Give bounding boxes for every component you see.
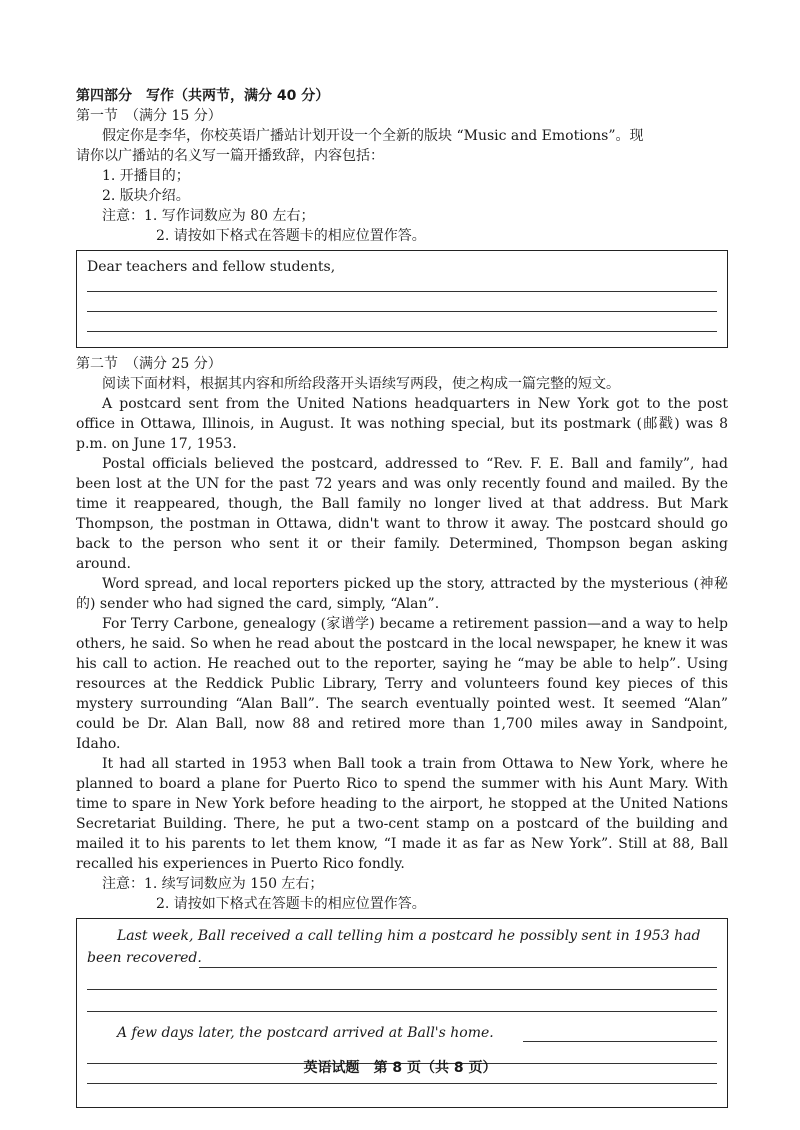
section2-note-1: 注意：1. 续写词数应为 150 左右； bbox=[102, 876, 324, 892]
answer-box-2[interactable] bbox=[76, 918, 728, 1108]
section1-note-2: 2. 请按如下格式在答题卡的相应位置作答。 bbox=[156, 228, 426, 244]
writing-line bbox=[87, 1011, 717, 1012]
exam-page bbox=[76, 86, 728, 1108]
paragraph-opener-2: A few days later, the postcard arrived at Ball's home. bbox=[117, 1025, 494, 1041]
writing-line bbox=[523, 1041, 717, 1042]
writing-line bbox=[199, 967, 717, 968]
passage-paragraph-2: Postal officials believed the postcard, addressed to “Rev. F. E. Ball and family”, had been lost at the UN for the past 72 years and was only recently found and mailed. By the time it reappeared, though, the Ball family no longer lived at that address. But Mark Thompson, the postman in Ottawa, didn't want to throw it away. The postcard should go back to the person who sent it or their family. Determined, Thompson began asking around. bbox=[76, 456, 728, 572]
section1-note-1: 注意：1. 写作词数应为 80 左右； bbox=[102, 208, 315, 224]
section1-point-1: 1. 开播目的； bbox=[102, 168, 190, 184]
writing-line bbox=[87, 1083, 717, 1084]
passage-paragraph-5: It had all started in 1953 when Ball took a train from Ottawa to New York, where he planned to board a plane for Puerto Rico to spend the summer with his Aunt Mary. With time to spare in New York before heading to the airport, he stopped at the United Nations Secretariat Building. There, he put a two-cent stamp on a postcard of the building and mailed it to his parents to let them know, “I made it as far as New York”. Still at 88, Ball recalled his experiences in Puerto Rico fondly. bbox=[76, 756, 728, 872]
section1-prompt-line2: 请你以广播站的名义写一篇开播致辞，内容包括： bbox=[76, 148, 384, 164]
writing-line bbox=[87, 331, 717, 332]
part-title: 第四部分 写作（共两节，满分 40 分） bbox=[76, 88, 330, 104]
paragraph-opener-1: Last week, Ball received a call telling him a postcard he possibly sent in 1953 had been recovered. bbox=[87, 928, 701, 966]
writing-line bbox=[87, 311, 717, 312]
passage-paragraph-3: Word spread, and local reporters picked up the story, attracted by the mysterious (神秘的) sender who had signed the card, simply, “Alan”. bbox=[76, 576, 728, 612]
section1-title: 第一节 （满分 15 分） bbox=[76, 108, 222, 124]
page-footer: 英语试题 第 8 页（共 8 页） bbox=[303, 1060, 497, 1076]
salutation: Dear teachers and fellow students, bbox=[87, 259, 336, 275]
section2-note-2: 2. 请按如下格式在答题卡的相应位置作答。 bbox=[156, 896, 426, 912]
passage-paragraph-1: A postcard sent from the United Nations headquarters in New York got to the post office in Ottawa, Illinois, in August. It was nothing special, but its postmark (邮戳) was 8 p.m. on June 17, 1953. bbox=[76, 396, 728, 452]
section1-point-2: 2. 版块介绍。 bbox=[102, 188, 190, 204]
section1-prompt-line1: 假定你是李华，你校英语广播站计划开设一个全新的版块 “Music and Emotions”。现 bbox=[102, 128, 644, 144]
section2-instruction: 阅读下面材料，根据其内容和所给段落开头语续写两段，使之构成一篇完整的短文。 bbox=[102, 376, 620, 392]
passage-paragraph-4: For Terry Carbone, genealogy (家谱学) became a retirement passion—and a way to help others, he said. So when he read about the postcard in the local newspaper, he knew it was his call to action. He reached out to the reporter, saying he “may be able to help”. Using resources at the Reddick Public Library, Terry and volunteers found key pieces of this mystery surrounding “Alan Ball”. The search eventually pointed west. It seemed “Alan” could be Dr. Alan Ball, now 88 and retired more than 1,700 miles away in Sandpoint, Idaho. bbox=[76, 616, 728, 752]
writing-line bbox=[87, 291, 717, 292]
writing-line bbox=[87, 989, 717, 990]
section2-title: 第二节 （满分 25 分） bbox=[76, 356, 222, 372]
answer-box-1[interactable] bbox=[76, 250, 728, 348]
